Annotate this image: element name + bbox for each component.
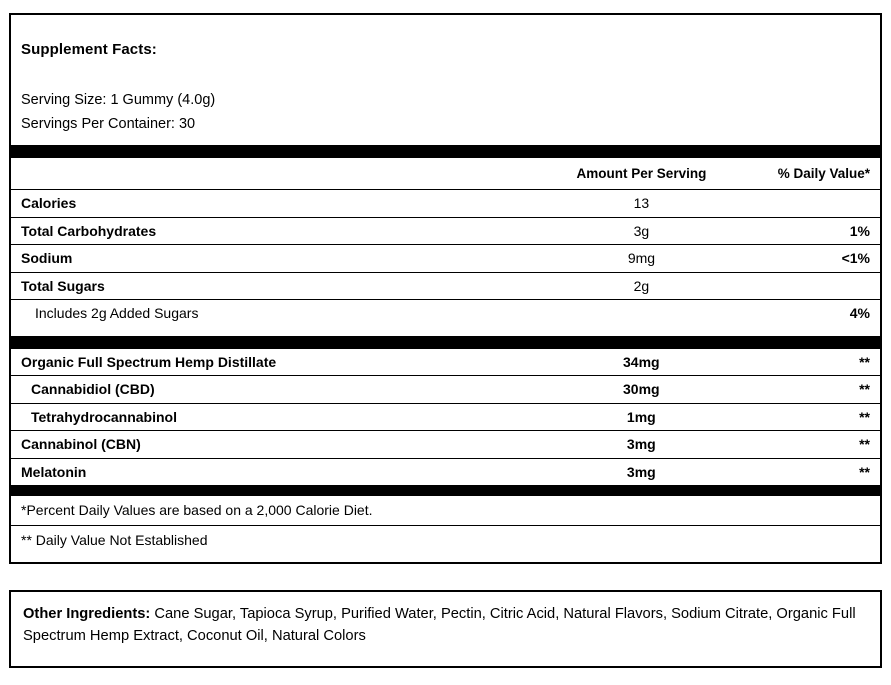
table-row bbox=[11, 376, 880, 404]
table-row bbox=[11, 217, 880, 245]
supplement-facts-panel bbox=[9, 13, 882, 564]
table-row bbox=[11, 431, 880, 459]
active-name: Tetrahydrocannabinol bbox=[11, 403, 543, 431]
other-ingredients-list: Cane Sugar, Tapioca Syrup, Purified Water, Pectin, Citric Acid, Natural Flavors, Sodium Citrate, Organic Full Spectrum Hemp Extract, Coconut Oil, Natural Colors bbox=[23, 606, 856, 644]
table-row bbox=[11, 349, 880, 376]
nutrient-daily-value bbox=[739, 190, 880, 218]
nutrient-amount: 3g bbox=[543, 217, 739, 245]
servings-per-container: Servings Per Container: 30 bbox=[21, 116, 196, 132]
column-header-amount: Amount Per Serving bbox=[576, 166, 707, 181]
active-amount: 30mg bbox=[543, 376, 740, 404]
divider-bar-bottom bbox=[11, 485, 880, 496]
footnote-daily-values: *Percent Daily Values are based on a 2,000 Calorie Diet. bbox=[21, 502, 373, 518]
nutrient-daily-value: <1% bbox=[739, 245, 880, 273]
nutrient-name: Sodium bbox=[11, 245, 543, 273]
nutrient-name: Calories bbox=[11, 190, 543, 218]
column-header-name bbox=[11, 158, 543, 190]
nutrient-name: Includes 2g Added Sugars bbox=[11, 300, 543, 327]
table-row bbox=[11, 190, 880, 218]
nutrient-amount bbox=[543, 300, 739, 327]
nutrient-daily-value bbox=[739, 272, 880, 300]
active-name: Organic Full Spectrum Hemp Distillate bbox=[21, 353, 277, 370]
active-daily-value: ** bbox=[740, 403, 880, 431]
other-ingredients-text bbox=[11, 592, 880, 647]
active-amount: 3mg bbox=[543, 458, 740, 485]
divider-bar-top bbox=[11, 145, 880, 158]
active-amount: 34mg bbox=[623, 353, 660, 370]
nutrition-table bbox=[11, 158, 880, 327]
other-ingredients-panel bbox=[9, 590, 882, 668]
nutrient-amount: 13 bbox=[543, 190, 739, 218]
table-row bbox=[11, 300, 880, 327]
actives-table bbox=[11, 349, 880, 486]
nutrient-amount: 9mg bbox=[543, 245, 739, 273]
other-ingredients-label: Other Ingredients: bbox=[23, 606, 151, 622]
table-header-row bbox=[11, 158, 880, 190]
table-row bbox=[11, 458, 880, 485]
column-header-daily-value: % Daily Value* bbox=[777, 166, 870, 181]
active-daily-value: ** bbox=[740, 431, 880, 459]
table-row bbox=[11, 245, 880, 273]
nutrient-daily-value: 4% bbox=[739, 300, 880, 327]
panel-title: Supplement Facts: bbox=[21, 41, 157, 58]
active-daily-value: ** bbox=[740, 458, 880, 485]
divider-bar-middle bbox=[11, 336, 880, 349]
serving-size: Serving Size: 1 Gummy (4.0g) bbox=[21, 92, 216, 108]
footnote-not-established: ** Daily Value Not Established bbox=[11, 525, 880, 555]
serving-info bbox=[11, 58, 880, 136]
footnotes bbox=[11, 496, 880, 555]
nutrient-name: Total Carbohydrates bbox=[11, 217, 543, 245]
active-name: Cannabidiol (CBD) bbox=[11, 376, 543, 404]
active-daily-value: ** bbox=[740, 376, 880, 404]
active-name: Cannabinol (CBN) bbox=[11, 431, 543, 459]
active-amount: 1mg bbox=[543, 403, 740, 431]
table-row bbox=[11, 403, 880, 431]
active-amount: 3mg bbox=[543, 431, 740, 459]
active-name: Melatonin bbox=[11, 458, 543, 485]
table-row bbox=[11, 272, 880, 300]
active-daily-value: ** bbox=[859, 353, 870, 370]
nutrient-amount: 2g bbox=[543, 272, 739, 300]
nutrient-name: Total Sugars bbox=[11, 272, 543, 300]
nutrient-daily-value: 1% bbox=[739, 217, 880, 245]
